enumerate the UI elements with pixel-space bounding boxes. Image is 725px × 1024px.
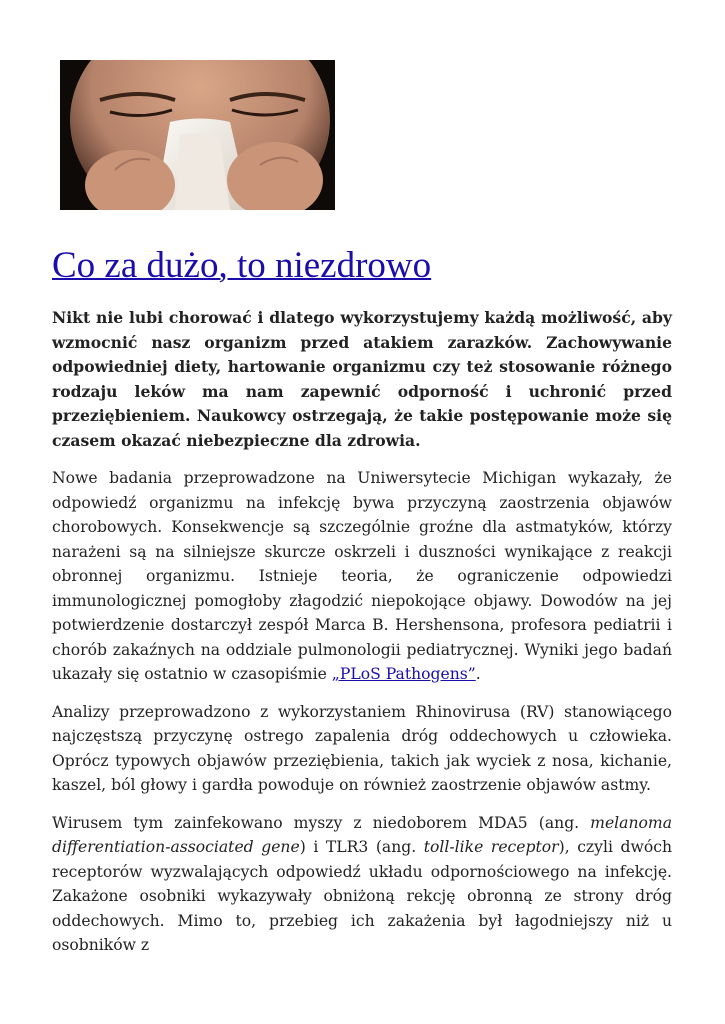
article-paragraph-1 bbox=[52, 466, 672, 687]
paragraph-1-text: Nowe badania przeprowadzone na Uniwersytecie Michigan wykazały, że odpowiedź organizmu na infekcję bywa przyczyną zaostrzenia objawów chorobowych. Konsekwencje są szczególnie groźne dla astmatyków, którzy narażeni są na silniejsze skurcze oskrzeli i duszności wynikające z reakcji obronnej organizmu. Istnieje teoria, że ograniczenie odpowiedzi immunologicznej pomogłoby złagodzić niepokojące objawy. Dowodów na jej potwierdzenie dostarczył zespół Marca B. Hershensona, profesora pediatrii i chorób zakaźnych na oddziale pulmonologii pediatrycznej. Wyniki jego badań ukazały się ostatnio w czasopiśmie bbox=[52, 469, 672, 683]
paragraph-3-term-tlr3: toll-like receptor bbox=[423, 838, 559, 856]
paragraph-3-part-c: ), czyli dwóch receptorów wyzwalających odpowiedź układu odpornościowego na infekcję. Zakażone osobniki wykazywały obniżoną rekcję obronną ze strony dróg oddechowych. Mimo to, przebieg ich zakażenia był łagodniejszy niż u osobników z bbox=[52, 838, 672, 954]
paragraph-3-part-a: Wirusem tym zainfekowano myszy z niedoborem MDA5 (ang. bbox=[52, 813, 591, 832]
article-paragraph-3 bbox=[52, 811, 672, 958]
article-body bbox=[52, 306, 672, 971]
paragraph-3-part-b: ) i TLR3 (ang. bbox=[299, 838, 424, 856]
article-photo bbox=[60, 60, 335, 210]
paragraph-1-end: . bbox=[475, 665, 481, 683]
article-paragraph-2: Analizy przeprowadzono z wykorzystaniem Rhinovirusa (RV) stanowiącego najczęstszą przyczynę ostrego zapalenia dróg oddechowych u człowieka. Oprócz typowych objawów przeziębienia, takich jak wyciek z nosa, kichanie, kaszel, ból głowy i gardła powoduje on również zaostrzenie objawów astmy. bbox=[52, 702, 672, 794]
article-title-link[interactable]: Co za dużo, to niezdrowo bbox=[52, 245, 432, 286]
article-title bbox=[52, 240, 431, 292]
sneezing-person-image bbox=[60, 60, 335, 210]
plos-pathogens-link[interactable]: „PLoS Pathogens” bbox=[331, 665, 476, 683]
paragraph-3-term-mda5: melanoma differentiation-associated gene bbox=[52, 813, 672, 856]
article-lead: Nikt nie lubi chorować i dlatego wykorzystujemy każdą możliwość, aby wzmocnić nasz organizm przed atakiem zarazków. Zachowywanie odpowiedniej diety, hartowanie organizmu czy też stosowanie różnego rodzaju leków ma nam zapewnić odporność i uchronić przed przeziębieniem. Naukowcy ostrzegają, że takie postępowanie może się czasem okazać niebezpieczne dla zdrowia. bbox=[52, 308, 672, 450]
